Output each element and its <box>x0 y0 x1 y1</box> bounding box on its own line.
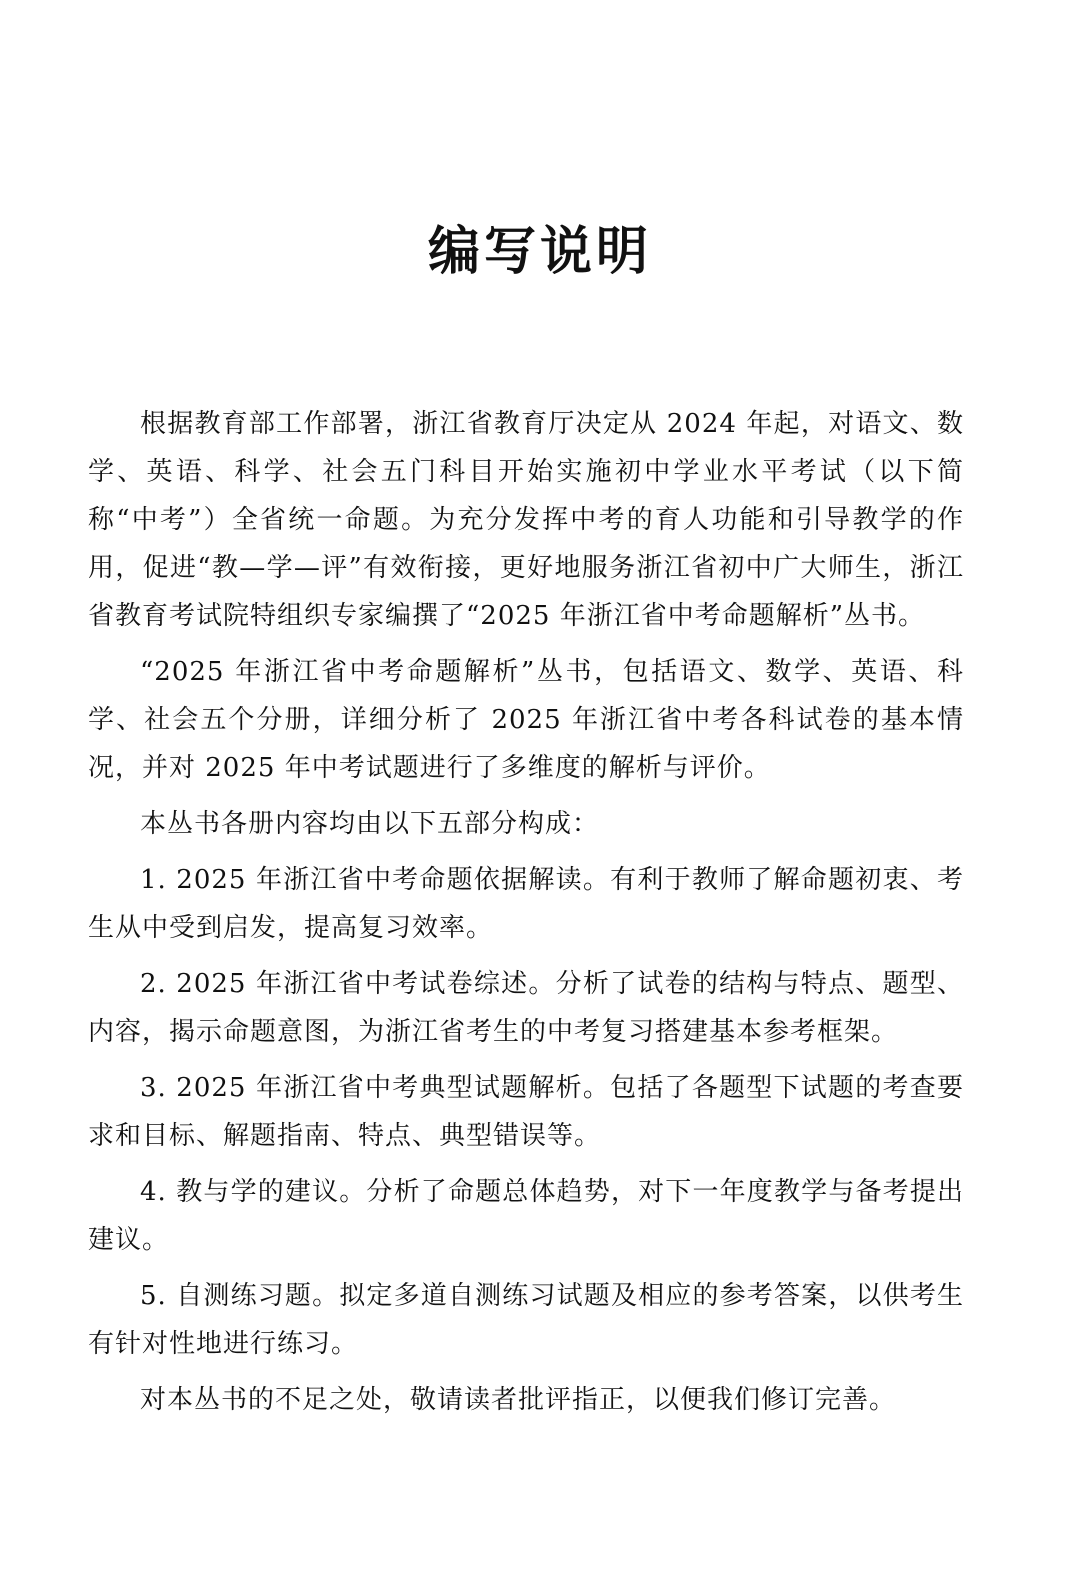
list-item-1: 1. 2025 年浙江省中考命题依据解读。有利于教师了解命题初衷、考生从中受到启发，提高复习效率。 <box>88 865 964 943</box>
list-item-3: 3. 2025 年浙江省中考典型试题解析。包括了各题型下试题的考查要求和目标、解题指南、特点、典型错误等。 <box>88 1073 964 1151</box>
paragraph-intro: 根据教育部工作部署，浙江省教育厅决定从 2024 年起，对语文、数学、英语、科学、社会五门科目开始实施初中学业水平考试（以下简称“中考”）全省统一命题。为充分发挥中考的育人功能和引导教学的作用，促进“教—学—评”有效衔接，更好地服务浙江省初中广大师生，浙江省教育考试院特组织专家编撰了“2025 年浙江省中考命题解析”丛书。 <box>88 409 964 631</box>
paragraph-closing: 对本丛书的不足之处，敬请读者批评指正，以便我们修订完善。 <box>140 1385 897 1415</box>
body-text <box>88 400 964 1432</box>
list-item-2: 2. 2025 年浙江省中考试卷综述。分析了试卷的结构与特点、题型、内容，揭示命题意图，为浙江省考生的中考复习搭建基本参考框架。 <box>88 969 964 1047</box>
paragraph-series-overview: “2025 年浙江省中考命题解析”丛书，包括语文、数学、英语、科学、社会五个分册，详细分析了 2025 年浙江省中考各科试卷的基本情况，并对 2025 年中考试题进行了多维度的解析与评价。 <box>88 657 964 783</box>
list-item-5: 5. 自测练习题。拟定多道自测练习试题及相应的参考答案，以供考生有针对性地进行练习。 <box>88 1281 964 1359</box>
paragraph-structure-intro: 本丛书各册内容均由以下五部分构成： <box>140 809 600 839</box>
list-item-4: 4. 教与学的建议。分析了命题总体趋势，对下一年度教学与备考提出建议。 <box>88 1177 964 1255</box>
page-title: 编写说明 <box>427 221 652 282</box>
